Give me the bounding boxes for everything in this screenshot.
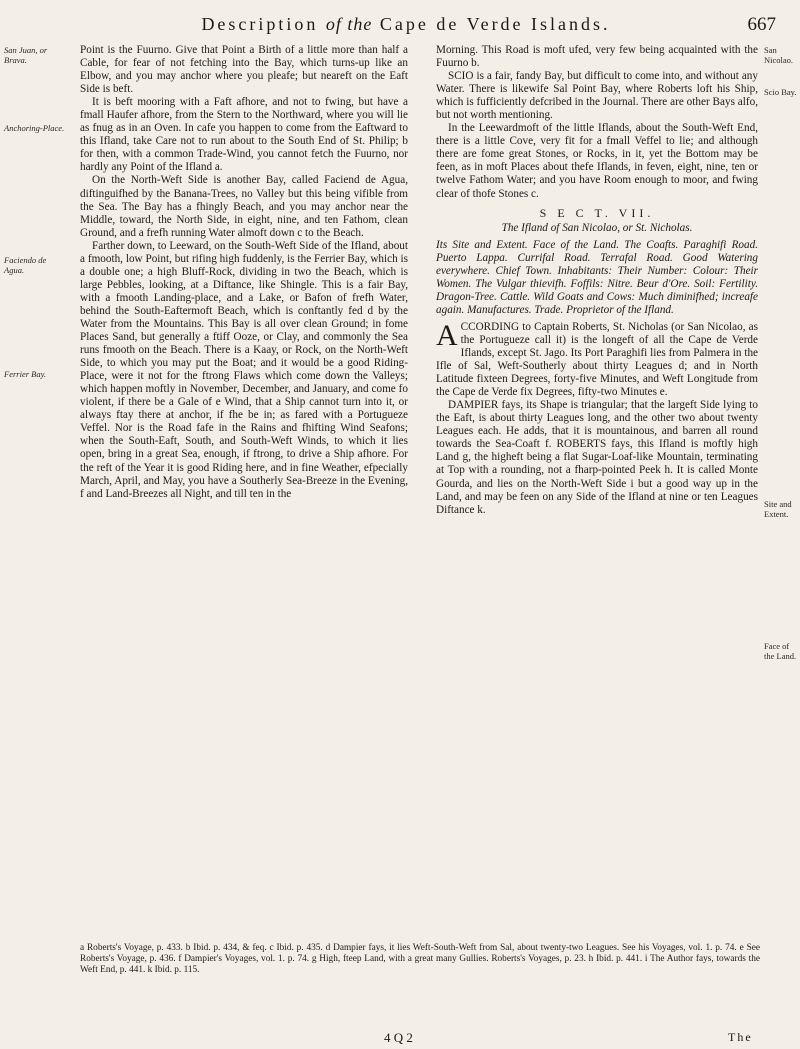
section-title: The Ifland of San Nicolao, or St. Nicholas. — [501, 221, 693, 234]
catchword: The — [728, 1030, 753, 1044]
footnotes: a Roberts's Voyage, p. 433. b Ibid. p. 434, & feq. c Ibid. p. 435. d Dampier fays, it lies Weft-South-Weft from Sal, about twenty-two Leagues. See his Voyages, vol. 1. p. 74. e See Roberts's Voyage, p. 436. f Dampier's Voyages, vol. 1. p. 74. g High, fteep Land, with a great many Gullies. Roberts's Voyages, p. 23. h Ibid. p. 441. i The Author fays, towards the Weft End, p. 441. k Ibid. p. 115. — [80, 943, 760, 976]
margin-note-san-nicolao: San Nicolao. — [764, 45, 794, 65]
margin-note-face-land: Face of the Land. — [764, 641, 797, 661]
section-label: S E C T. VII. — [539, 205, 655, 220]
paragraph: Morning. This Road is moft ufed, very few being acquainted with the Fuurno b. — [436, 44, 758, 70]
section-abstract: Its Site and Extent. Face of the Land. The Coafts. Paraghifi Road. Puerto Lappa. Currifal Road. Terrafal Road. Good Watering everywhere. Chief Town. Inhabitants: Their Number: Colour: Their Women. The Vulgar thievifh. Foffils: Nitre. Beur d'Ore. Soil: Fertility. Dragon-Tree. Cattle. Wild Goats and Cows: Much diminifhed; increafe again. Manufactures. Trade. Proprietor of the Ifland. — [436, 238, 758, 316]
paragraph: In the Leewardmoft of the little Iflands, about the South-Weft End, there is a little Cove, very fit for a fmall Veffel to lie; and although there are fome great Stones, or Rocks, in it, yet the Bottom may be feen, as in moft Places about thefe Iflands, in feven, eight, nine, ten or twelve Fathom Water; and you have Room enough to moor, and fwing clear of thofe Stones c. — [436, 122, 758, 200]
paragraph: On the North-Weft Side is another Bay, called Faciend de Agua, diftinguifhed by the Banana-Trees, no Valley but this being vifible from the Sea. The Bay has a fhingly Beach, and you may anchor near the Middle, toward, the North Side, in eight, nine, and ten Fathom, clean Ground, and a frefh running Water almoft down c to the Beach. — [80, 174, 408, 239]
margin-note-scio-bay: Scio Bay. — [764, 87, 797, 97]
paragraph: Farther down, to Leeward, on the South-Weft Side of the Ifland, about a fmooth, low Point, but rifing high fuddenly, is the Ferrier Bay, which is a double one; a high Bluff-Rock, dividing in two the Beach, which is large Pebbles, looking, at a Diftance, like Shingle. This is a fair Bay, with a fmooth Landing-place, and a Lake, or Bafon of frefh Water, behind the South-Eaftermoft Beach, which is conftantly fed d by the Water from the Mountains. This Bay is all over clean Ground; in fome Places Sand, but generally a ftiff Ooze, or Clay, and commonly the Sea runs fmooth on the Beach. There is a Kaay, or Rock, on the North-Weft Side, to which you may put the Boat; and it would be a good Riding-Place, were it not for the ftrong Flaws which come down the Valleys; which happen moftly in November, December, and January, and come fo violent, if there be a Gale of e Wind, that a Ship cannot turn into it, or always ftay there at anchor, if fhe be in; as fared with a Portugueze Veffel. Nor is the Road fafe in the Rains and fhifting Wind Seafons; when the South-Eaft, South, and South-Weft Winds, to which it lies open, bring in a great Sea, enough, if ftrong, to drive a Ship afhore. For the reft of the Year it is good Riding here, and in fine Weather, efpecially March, April, and May, you have a Southerly Sea-Breeze in the Evening, f and Land-Breezes all Night, and till ten in the — [80, 239, 408, 500]
right-column — [436, 44, 758, 517]
margin-note-faciendo: Faciendo de Agua. — [4, 255, 47, 275]
margin-note-anchoring: Anchoring-Place. — [4, 123, 65, 133]
page-number: 667 — [747, 14, 776, 35]
drop-cap: A — [436, 318, 458, 352]
paragraph: Point is the Fuurno. Give that Point a Birth of a little more than half a Cable, for fear of not fetching into the Bay, which turns-up like an Elbow, and you may anchor where you pleafe; but neareft on the Eaft Side is beft. — [80, 44, 408, 96]
margin-note-san-juan: San Juan, or Brava. — [4, 45, 48, 65]
signature-mark: 4 Q 2 — [384, 1030, 413, 1045]
section-paragraph: DAMPIER fays, its Shape is triangular; that the largeft Side lying to the Eaft, is about thirty Leagues long, and the other two about twenty Leagues each. He adds, that it is mountainous, and barren all round towards the Sea-Coaft f. ROBERTS fays, this Ifland is moftly high Land g, the higheft being a flat Sugar-Loaf-like Mountain, terminating at Top with a rounding, not a fharp-pointed Peek h. It is called Monte Gourda, and lies on the North-Weft Side i but a good way up in the Land, and may be feen on any Side of the Ifland at nine or ten Leagues Diftance k. — [436, 399, 758, 516]
margin-note-ferrier: Ferrier Bay. — [4, 369, 47, 379]
header-place: Cape de Verde Islands. — [379, 14, 611, 34]
header-of-the: of the — [325, 14, 373, 34]
running-header — [36, 14, 776, 40]
margin-note-site-extent: Site and Extent. — [764, 499, 792, 519]
paragraph: It is beft mooring with a Faft afhore, and not to fwing, but have a fmall Haufer afhore, from the Stern to the Northward, where you will lie as fnug as in an Oven. In cafe you happen to come from the Eaftward to this Ifland, take Care not to run about to the South End of St. Philip; b for then, with a common Trade-Wind, you cannot fetch the Fuurno, nor hardly any Point of the Ifland a. — [80, 96, 408, 174]
paragraph: SCIO is a fair, fandy Bay, but difficult to come into, and without any Water. There is likewife Sal Point Bay, where Roberts loft his Ship, which is fufficiently defcribed in the Journal. There are other Bays alfo, but not worth mentioning. — [436, 70, 758, 122]
left-column — [80, 44, 408, 501]
header-prefix: Description — [201, 14, 319, 34]
section-paragraph — [436, 318, 758, 399]
section-body-first: CCORDING to Captain Roberts, St. Nicholas (or San Nicolao, as the Portugueze call it) is the longeft of all the Cape de Verde Iflands, except St. Jago. Its Port Paraghifi lies from Palmera in the Ifle of Sal, Weft-Southerly about thirty Leagues d; and in North Latitude fixteen Degrees, forty-five Minutes, and Weft Longitude from the Cape de Verde fix Degrees, fifty-two Minutes e. — [436, 320, 758, 399]
